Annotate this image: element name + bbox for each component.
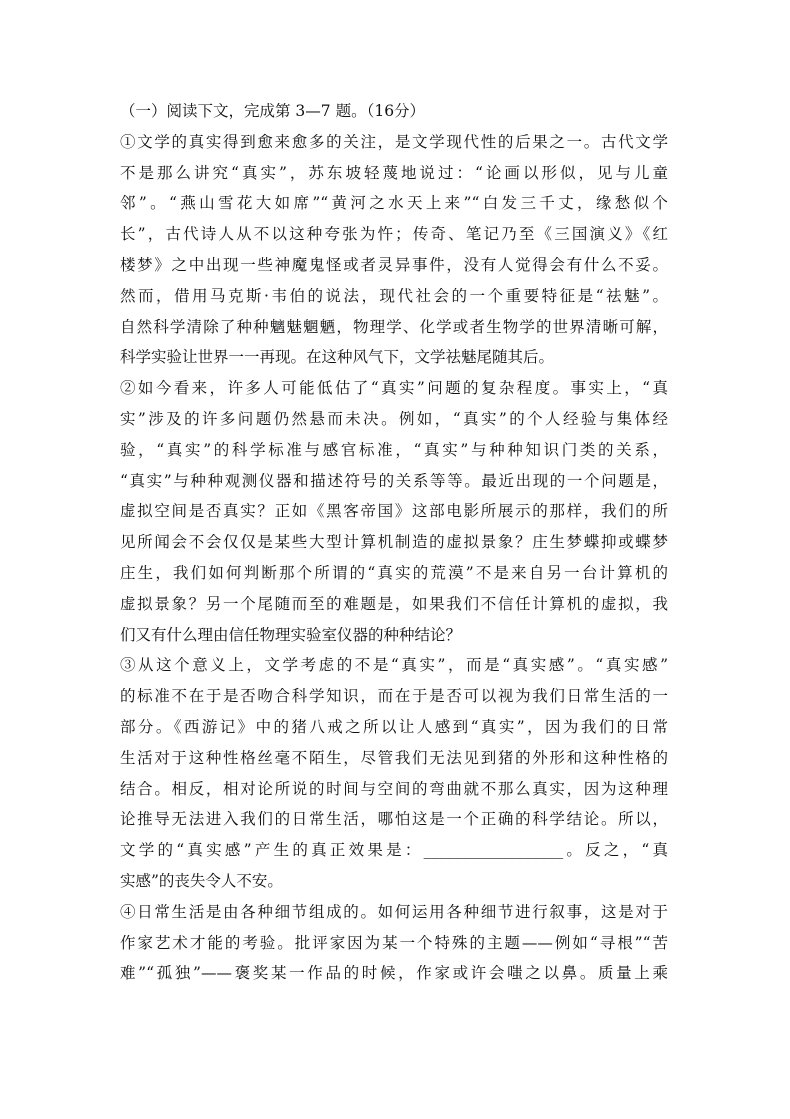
text-line: 难”“孤独”——褒奖某一作品的时候，作家或许会嗤之以鼻。质量上乘 [120, 964, 668, 983]
text-line: 实感”的丧失令人不安。 [120, 871, 283, 890]
text-line: 见所闻会不会仅仅是某些大型计算机制造的虚拟景象？庄生梦蝶抑或蝶梦 [120, 533, 668, 552]
text-line: 部分。《西游记》中的猪八戒之所以让人感到“真实”，因为我们的日常 [120, 717, 668, 736]
text-line: ②如今看来，许多人可能低估了“真实”问题的复杂程度。事实上，“真 [120, 379, 668, 398]
text-line: 论推导无法进入我们的日常生活，哪怕这是一个正确的科学结论。所以， [120, 810, 668, 829]
text-line: 验，“真实”的科学标准与感官标准，“真实”与种种知识门类的关系， [120, 440, 668, 459]
paragraph-4 [120, 897, 668, 989]
text-line: 实”涉及的许多问题仍然悬而未决。例如，“真实”的个人经验与集体经 [120, 409, 668, 428]
text-line: 虚拟空间是否真实？正如《黑客帝国》这部电影所展示的那样，我们的所 [120, 502, 668, 521]
text-line: 虚拟景象？另一个尾随而至的难题是，如果我们不信任计算机的虚拟，我 [120, 594, 668, 613]
text-line: 庄生，我们如何判断那个所谓的“真实的荒漠”不是来自另一台计算机的 [120, 563, 668, 582]
paragraph-2 [120, 373, 668, 650]
paragraph-1 [120, 127, 668, 373]
text-line: 的标准不在于是否吻合科学知识，而在于是否可以视为我们日常生活的一 [120, 687, 668, 706]
answer-blank-line: 文学的“真实感”产生的真正效果是：__________________。反之，“真 [120, 841, 668, 860]
text-line: 自然科学清除了种种魑魅魍魉，物理学、化学或者生物学的世界清晰可解， [120, 317, 668, 336]
paragraph-3 [120, 650, 668, 896]
text-line: 结合。相反，相对论所说的时间与空间的弯曲就不那么真实，因为这种理 [120, 779, 668, 798]
text-line: 楼梦》之中出现一些神魔鬼怪或者灵异事件，没有人觉得会有什么不妥。 [120, 255, 668, 274]
text-line: 长”，古代诗人从不以这种夸张为忤；传奇、笔记乃至《三国演义》《红 [120, 225, 668, 244]
text-line: ①文学的真实得到愈来愈多的关注，是文学现代性的后果之一。古代文学 [120, 132, 668, 151]
text-line: 邻”。“燕山雪花大如席”“黄河之水天上来”“白发三千丈，缘愁似个 [120, 194, 668, 213]
text-line: 生活对于这种性格丝毫不陌生，尽管我们无法见到猪的外形和这种性格的 [120, 748, 668, 767]
text-line: 然而，借用马克斯·韦伯的说法，现代社会的一个重要特征是“祛魅”。 [120, 286, 668, 305]
text-line: 科学实验让世界一一再现。在这种风气下，文学祛魅尾随其后。 [120, 348, 555, 367]
text-line: ④日常生活是由各种细节组成的。如何运用各种细节进行叙事，这是对于 [120, 902, 668, 921]
text-line: ③从这个意义上，文学考虑的不是“真实”，而是“真实感”。“真实感” [120, 656, 668, 675]
text-line: 作家艺术才能的考验。批评家因为某一个特殊的主题——例如“寻根”“苦 [120, 933, 668, 952]
text-line: “真实”与种种观测仪器和描述符号的关系等等。最近出现的一个问题是， [120, 471, 668, 490]
text-line: 们又有什么理由信任物理实验室仪器的种种结论？ [120, 625, 462, 644]
text-line: 不是那么讲究“真实”，苏东坡轻蔑地说过：“论画以形似，见与儿童 [120, 163, 668, 182]
exam-passage [120, 96, 668, 989]
section-heading: （一）阅读下文，完成第 3—7 题。（16分） [120, 102, 426, 120]
